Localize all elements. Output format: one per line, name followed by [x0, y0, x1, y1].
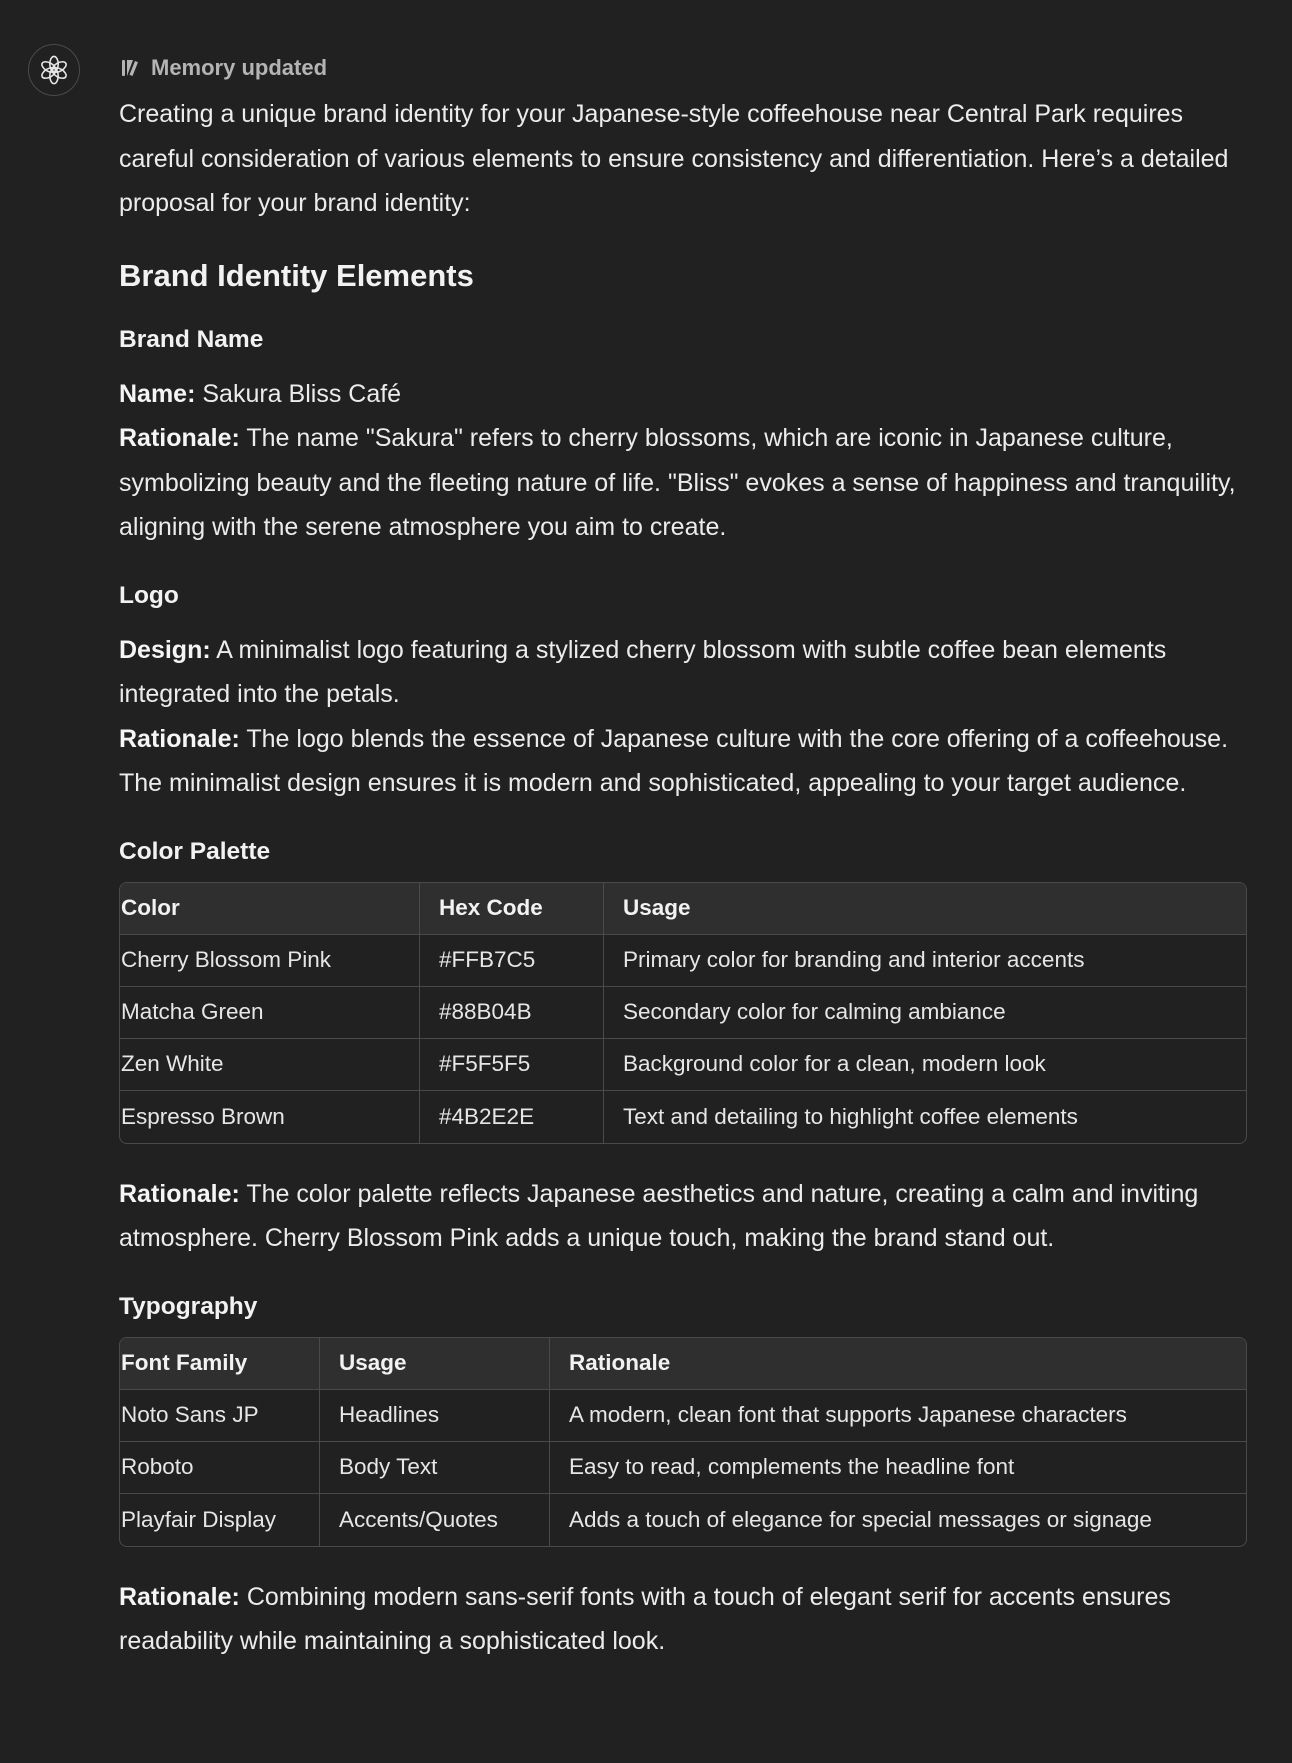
usage-cell: Accents/Quotes	[320, 1494, 550, 1546]
usage-cell: Background color for a clean, modern look	[604, 1039, 1246, 1091]
memory-icon	[119, 57, 141, 79]
font-family-cell: Noto Sans JP	[120, 1390, 320, 1442]
rationale-cell: Adds a touch of elegance for special messages or signage	[569, 1506, 1152, 1532]
table-row	[120, 1442, 1246, 1494]
typography-rationale-paragraph	[119, 1575, 1247, 1664]
usage-cell: Headlines	[320, 1390, 550, 1442]
intro-paragraph: Creating a unique brand identity for your Japanese-style coffeehouse near Central Park requires careful consideration of various elements to ensure consistency and differentiation. Here’s a detailed proposal for your brand identity:	[119, 100, 1229, 217]
color-palette-heading: Color Palette	[119, 837, 271, 865]
column-header: Font Family	[120, 1338, 320, 1390]
usage-cell: Text and detailing to highlight coffee elements	[623, 1103, 1078, 1129]
rationale-label: Rationale:	[119, 1582, 240, 1611]
table-header-row	[120, 1338, 1246, 1390]
usage-cell: Secondary color for calming ambiance	[604, 987, 1246, 1039]
column-header: Hex Code	[420, 883, 604, 935]
column-header: Usage	[320, 1338, 550, 1390]
color-name-cell: Espresso Brown	[120, 1091, 420, 1143]
design-label: Design:	[119, 635, 211, 664]
usage-cell: Primary color for branding and interior accents	[604, 935, 1246, 987]
logo-paragraph	[119, 628, 1247, 806]
table-row	[120, 1494, 1246, 1546]
table-header-row	[120, 883, 1246, 935]
rationale-cell: Easy to read, complements the headline font	[550, 1442, 1246, 1494]
color-palette-table	[119, 882, 1247, 1144]
memory-updated-link[interactable]	[119, 50, 1247, 86]
memory-updated-label: Memory updated	[151, 55, 328, 80]
table-row	[120, 1091, 1246, 1143]
hex-code-cell: #88B04B	[420, 987, 604, 1039]
table-row	[120, 1039, 1246, 1091]
typography-table	[119, 1337, 1247, 1547]
logo-heading: Logo	[119, 581, 179, 609]
logo-rationale: The logo blends the essence of Japanese culture with the core offering of a coffeehouse. The minimalist design ensures it is modern and sophisticated, appealing to your target audience.	[119, 724, 1229, 797]
hex-code-cell: #F5F5F5	[420, 1039, 604, 1091]
color-palette-rationale: The color palette reflects Japanese aesthetics and nature, creating a calm and inviting atmosphere. Cherry Blossom Pink adds a unique touch, making the brand stand out.	[119, 1179, 1199, 1252]
logo-design-text: A minimalist logo featuring a stylized cherry blossom with subtle coffee bean elements integrated into the petals.	[119, 635, 1167, 708]
brand-name-paragraph	[119, 372, 1247, 550]
table-row	[120, 987, 1246, 1039]
typography-heading: Typography	[119, 1292, 258, 1320]
table-row	[120, 935, 1246, 987]
rationale-cell: A modern, clean font that supports Japanese characters	[550, 1390, 1246, 1442]
rationale-label: Rationale:	[119, 424, 240, 452]
column-header: Rationale	[550, 1338, 1246, 1390]
color-name-cell: Cherry Blossom Pink	[120, 935, 420, 987]
hex-code-cell: #FFB7C5	[420, 935, 604, 987]
brand-name-rationale: The name "Sakura" refers to cherry blossoms, which are iconic in Japanese culture, symbolizing beauty and the fleeting nature of life. "Bliss" evokes a sense of happiness and tranquility, aligning with the serene atmosphere you aim to create.	[119, 424, 1236, 541]
rationale-label: Rationale:	[119, 1179, 240, 1208]
column-header: Color	[120, 883, 420, 935]
color-name-cell: Zen White	[120, 1039, 420, 1091]
hex-code-cell: #4B2E2E	[420, 1091, 604, 1143]
assistant-message	[119, 50, 1247, 1664]
table-row	[120, 1390, 1246, 1442]
column-header: Usage	[604, 883, 1246, 935]
typography-rationale: Combining modern sans-serif fonts with a touch of elegant serif for accents ensures readability while maintaining a sophisticated look.	[119, 1582, 1171, 1655]
color-palette-rationale-paragraph	[119, 1172, 1247, 1261]
usage-cell: Body Text	[320, 1442, 550, 1494]
font-family-cell: Roboto	[120, 1442, 320, 1494]
assistant-logo-icon	[39, 55, 69, 85]
assistant-avatar	[28, 44, 80, 96]
color-name-cell: Matcha Green	[120, 987, 420, 1039]
section-heading: Brand Identity Elements	[119, 257, 474, 293]
rationale-label: Rationale:	[119, 724, 240, 753]
name-value: Sakura Bliss Café	[202, 379, 402, 408]
font-family-cell: Playfair Display	[120, 1494, 320, 1546]
name-label: Name:	[119, 379, 196, 408]
brand-name-heading: Brand Name	[119, 325, 264, 353]
